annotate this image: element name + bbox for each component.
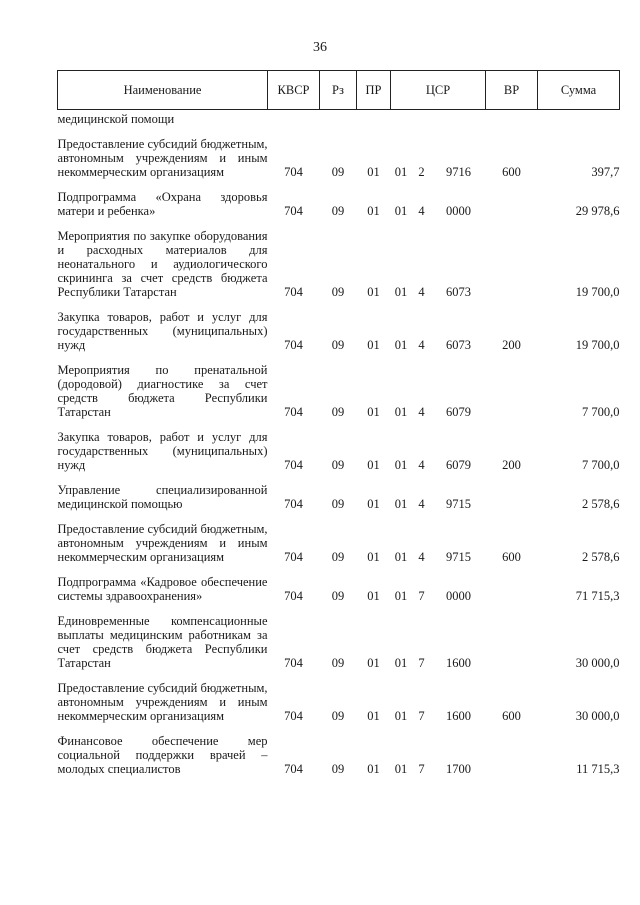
row-kvsr: 704 [284, 204, 303, 218]
row-pr: 01 [367, 656, 380, 670]
header-vr: ВР [486, 71, 538, 110]
row-pr: 01 [367, 165, 380, 179]
row-spacer [58, 126, 620, 137]
row-csr-program: 01 [394, 497, 408, 511]
row-kvsr: 704 [284, 656, 303, 670]
row-sum: 30 000,0 [575, 709, 620, 723]
row-csr-subprogram: 4 [418, 338, 425, 352]
row-csr-code: 6073 [446, 285, 471, 299]
row-rz: 09 [331, 762, 345, 776]
header-kvsr: КВСР [268, 71, 320, 110]
row-kvsr: 704 [284, 497, 303, 511]
table-row [58, 614, 620, 670]
row-kvsr: 704 [284, 550, 303, 564]
row-spacer-cell [58, 723, 620, 734]
row-csr-program: 01 [394, 165, 408, 179]
row-name: Мероприятия по пренатальной (дородовой) диагностике за счет средств бюджета Республики Татарстан [57, 363, 268, 419]
table-row [58, 681, 620, 723]
row-pr: 01 [367, 458, 380, 472]
row-csr-program: 01 [394, 550, 408, 564]
row-vr: 200 [502, 338, 521, 352]
row-name: Предоставление субсидий бюджетным, автономным учреждениям и иным некоммерческим организациям [57, 681, 268, 723]
row-csr-program: 01 [394, 709, 408, 723]
row-csr-subprogram: 4 [418, 550, 425, 564]
row-kvsr: 704 [284, 709, 303, 723]
row-name: Мероприятия по закупке оборудования и расходных материалов для неонатального и аудиологического скрининга за счет средств бюджета Республики Татарстан [57, 229, 268, 299]
row-rz: 09 [331, 497, 345, 511]
row-vr [486, 614, 538, 670]
row-csr-code: 6079 [446, 458, 471, 472]
row-pr: 01 [367, 285, 380, 299]
row-vr: 200 [502, 458, 521, 472]
table-row [58, 310, 620, 352]
row-spacer-cell [58, 564, 620, 575]
row-spacer [58, 723, 620, 734]
row-csr-program: 01 [394, 458, 408, 472]
row-vr: 600 [502, 550, 521, 564]
row-spacer [58, 511, 620, 522]
table-row [58, 575, 620, 603]
row-sum: 30 000,0 [575, 656, 620, 670]
row-pr: 01 [367, 550, 380, 564]
row-rz: 09 [331, 589, 345, 603]
header-csr: ЦСР [391, 71, 486, 110]
row-csr-subprogram: 4 [418, 458, 425, 472]
row-spacer [58, 472, 620, 483]
row-vr: 600 [502, 709, 521, 723]
row-kvsr: 704 [284, 589, 303, 603]
row-sum: 7 700,0 [582, 405, 620, 419]
row-name: Закупка товаров, работ и услуг для государственных (муниципальных) нужд [57, 430, 268, 472]
row-sum: 2 578,6 [582, 550, 620, 564]
row-pr: 01 [367, 762, 380, 776]
header-name: Наименование [58, 71, 268, 110]
row-kvsr: 704 [284, 405, 303, 419]
row-pr: 01 [367, 497, 380, 511]
row-name: Подпрограмма «Кадровое обеспечение системы здравоохранения» [57, 575, 268, 603]
row-name: Предоставление субсидий бюджетным, автономным учреждениям и иным некоммерческим организациям [57, 137, 268, 179]
row-kvsr: 704 [284, 285, 303, 299]
row-rz: 09 [331, 405, 345, 419]
row-rz: 09 [331, 338, 345, 352]
table-row [58, 190, 620, 218]
row-pr: 01 [367, 589, 380, 603]
row-rz: 09 [331, 656, 345, 670]
row-csr-program: 01 [394, 589, 408, 603]
row-csr-subprogram: 7 [418, 762, 425, 776]
table-row [58, 522, 620, 564]
row-vr [486, 483, 538, 511]
row-csr-code: 1600 [446, 709, 471, 723]
row-rz: 09 [331, 285, 345, 299]
continuation-text: медицинской помощи [57, 112, 175, 126]
table-row [58, 430, 620, 472]
row-name: Закупка товаров, работ и услуг для государственных (муниципальных) нужд [57, 310, 268, 352]
row-spacer [58, 603, 620, 614]
row-name: Финансовое обеспечение мер социальной поддержки врачей – молодых специалистов [57, 734, 268, 776]
row-spacer-cell [58, 352, 620, 363]
row-csr-code: 9715 [446, 550, 471, 564]
row-csr-program: 01 [394, 405, 408, 419]
row-csr-subprogram: 2 [418, 165, 425, 179]
row-vr: 600 [502, 165, 521, 179]
row-spacer-cell [58, 472, 620, 483]
page-number: 36 [313, 40, 327, 55]
row-csr-code: 1700 [446, 762, 471, 776]
row-sum: 29 978,6 [575, 204, 620, 218]
header-pr: ПР [357, 71, 391, 110]
row-rz: 09 [331, 165, 345, 179]
row-csr-subprogram: 7 [418, 709, 425, 723]
row-spacer-cell [58, 670, 620, 681]
row-csr-subprogram: 4 [418, 285, 425, 299]
row-spacer [58, 179, 620, 190]
row-pr: 01 [367, 204, 380, 218]
row-spacer-cell [58, 603, 620, 614]
row-csr-code: 6079 [446, 405, 471, 419]
row-name: Единовременные компенсационные выплаты медицинским работникам за счет средств бюджета Республики Татарстан [57, 614, 268, 670]
row-csr-code: 0000 [446, 589, 471, 603]
row-name: Подпрограмма «Охрана здоровья матери и ребенка» [57, 190, 268, 218]
row-spacer [58, 419, 620, 430]
row-pr: 01 [367, 338, 380, 352]
row-csr-program: 01 [394, 338, 408, 352]
row-name: Управление специализированной медицинской помощью [57, 483, 268, 511]
table-header-row [58, 71, 620, 110]
row-vr [486, 575, 538, 603]
row-sum: 397,7 [591, 165, 620, 179]
row-spacer-cell [58, 126, 620, 137]
row-rz: 09 [331, 204, 345, 218]
row-spacer [58, 564, 620, 575]
row-sum: 19 700,0 [575, 338, 620, 352]
row-sum: 71 715,3 [575, 589, 620, 603]
row-kvsr: 704 [284, 762, 303, 776]
row-csr-code: 0000 [446, 204, 471, 218]
row-vr [486, 190, 538, 218]
row-spacer-cell [58, 218, 620, 229]
row-spacer [58, 299, 620, 310]
row-spacer [58, 670, 620, 681]
row-csr-code: 1600 [446, 656, 471, 670]
row-csr-subprogram: 7 [418, 656, 425, 670]
header-sum: Сумма [538, 71, 620, 110]
table-row [58, 137, 620, 179]
row-csr-subprogram: 4 [418, 204, 425, 218]
row-pr: 01 [367, 405, 380, 419]
row-vr [486, 734, 538, 776]
row-spacer-cell [58, 511, 620, 522]
row-csr-program: 01 [394, 204, 408, 218]
table-row [58, 483, 620, 511]
row-spacer-cell [58, 419, 620, 430]
row-csr-subprogram: 4 [418, 497, 425, 511]
row-sum: 2 578,6 [582, 497, 620, 511]
row-rz: 09 [331, 550, 345, 564]
table-body [58, 110, 620, 777]
row-csr-code: 6073 [446, 338, 471, 352]
row-kvsr: 704 [284, 338, 303, 352]
row-csr-subprogram: 7 [418, 589, 425, 603]
row-sum: 19 700,0 [575, 285, 620, 299]
continuation-row [58, 110, 620, 127]
budget-table [57, 70, 620, 776]
row-kvsr: 704 [284, 165, 303, 179]
row-rz: 09 [331, 458, 345, 472]
header-rz: Рз [320, 71, 357, 110]
row-spacer [58, 218, 620, 229]
row-sum: 11 715,3 [576, 762, 620, 776]
row-rz: 09 [331, 709, 345, 723]
table-row [58, 734, 620, 776]
row-csr-program: 01 [394, 285, 408, 299]
row-pr: 01 [367, 709, 380, 723]
row-spacer [58, 352, 620, 363]
row-spacer-cell [58, 299, 620, 310]
row-csr-program: 01 [394, 762, 408, 776]
row-csr-subprogram: 4 [418, 405, 425, 419]
row-kvsr: 704 [284, 458, 303, 472]
row-vr [486, 363, 538, 419]
row-name: Предоставление субсидий бюджетным, автономным учреждениям и иным некоммерческим организациям [57, 522, 268, 564]
row-spacer-cell [58, 179, 620, 190]
row-csr-code: 9715 [446, 497, 471, 511]
row-csr-code: 9716 [446, 165, 471, 179]
table-row [58, 363, 620, 419]
table-row [58, 229, 620, 299]
row-vr [486, 229, 538, 299]
row-sum: 7 700,0 [582, 458, 620, 472]
row-csr-program: 01 [394, 656, 408, 670]
